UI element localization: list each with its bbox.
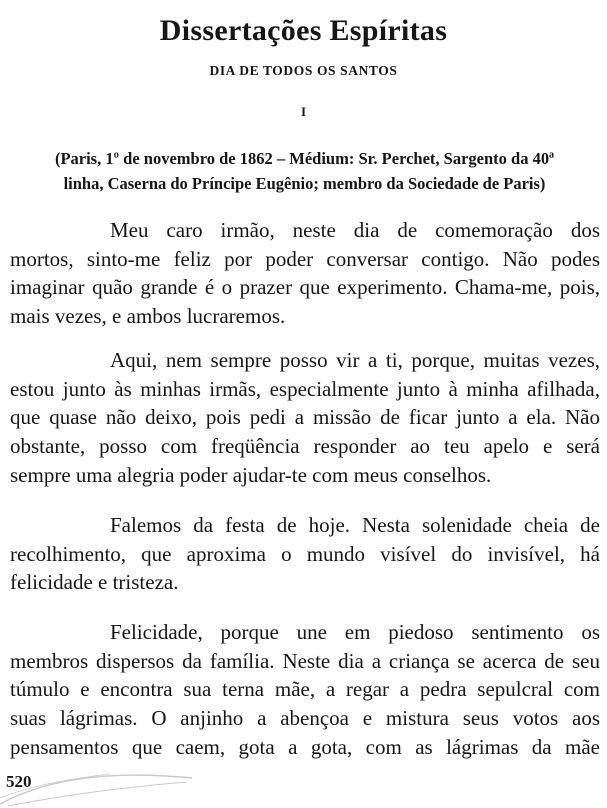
body-paragraph [10, 346, 600, 490]
text-line: mais vezes, e ambos lucraremos. [10, 304, 286, 329]
text-line: túmulo e encontra sua terna mãe, a regar a pedra sepulcral com [10, 677, 600, 702]
text-line: Meu caro irmão, neste dia de comemoração dos [110, 218, 600, 242]
page-number: 520 [6, 772, 32, 791]
text-line: mortos, sinto-me feliz por poder conversar contigo. Não podes [10, 246, 600, 271]
text-line: obstante, posso com freqüência responder ao teu apelo e será [10, 434, 600, 459]
body-paragraph [10, 511, 600, 597]
text-line: imaginar quão grande é o prazer que experimento. Chama-me, pois, [10, 275, 600, 300]
page-title: Dissertações Espíritas [159, 14, 448, 47]
section-subtitle: DIA DE TODOS OS SANTOS [209, 63, 398, 78]
attribution-line: linha, Caserna do Príncipe Eugênio; membro da Sociedade de Paris) [63, 174, 546, 193]
text-line: recolhimento, que aproxima o mundo visível do invisível, há [10, 541, 600, 566]
text-line: felicidade e tristeza. [10, 570, 179, 595]
text-line: suas lágrimas. O anjinho a abençoa e mistura seus votos aos [10, 706, 600, 731]
text-line: que quase não deixo, pois pedi a missão de ficar junto a ela. Não [10, 405, 600, 430]
text-line: Aqui, nem sempre posso vir a ti, porque, muitas vezes, [110, 348, 600, 372]
section-numeral: I [300, 104, 307, 119]
text-line: estou junto às minhas irmãs, especialmente junto à minha afilhada, [10, 376, 600, 401]
attribution-line: (Paris, 1º de novembro de 1862 – Médium: Sr. Perchet, Sargento da 40ª [54, 149, 555, 168]
body-paragraph [10, 216, 600, 331]
text-line: Felicidade, porque une em piedoso sentimento os [110, 620, 600, 644]
body-paragraph [10, 618, 600, 762]
text-line: pensamentos que caem, gota a gota, com as lágrimas da mãe [10, 734, 600, 759]
text-line: sempre uma alegria poder ajudar-te com meus conselhos. [10, 462, 492, 487]
message-attribution [12, 146, 597, 196]
text-line: membros dispersos da família. Neste dia a criança se acerca de seu [10, 648, 600, 673]
text-line: Falemos da festa de hoje. Nesta solenidade cheia de [110, 513, 600, 537]
